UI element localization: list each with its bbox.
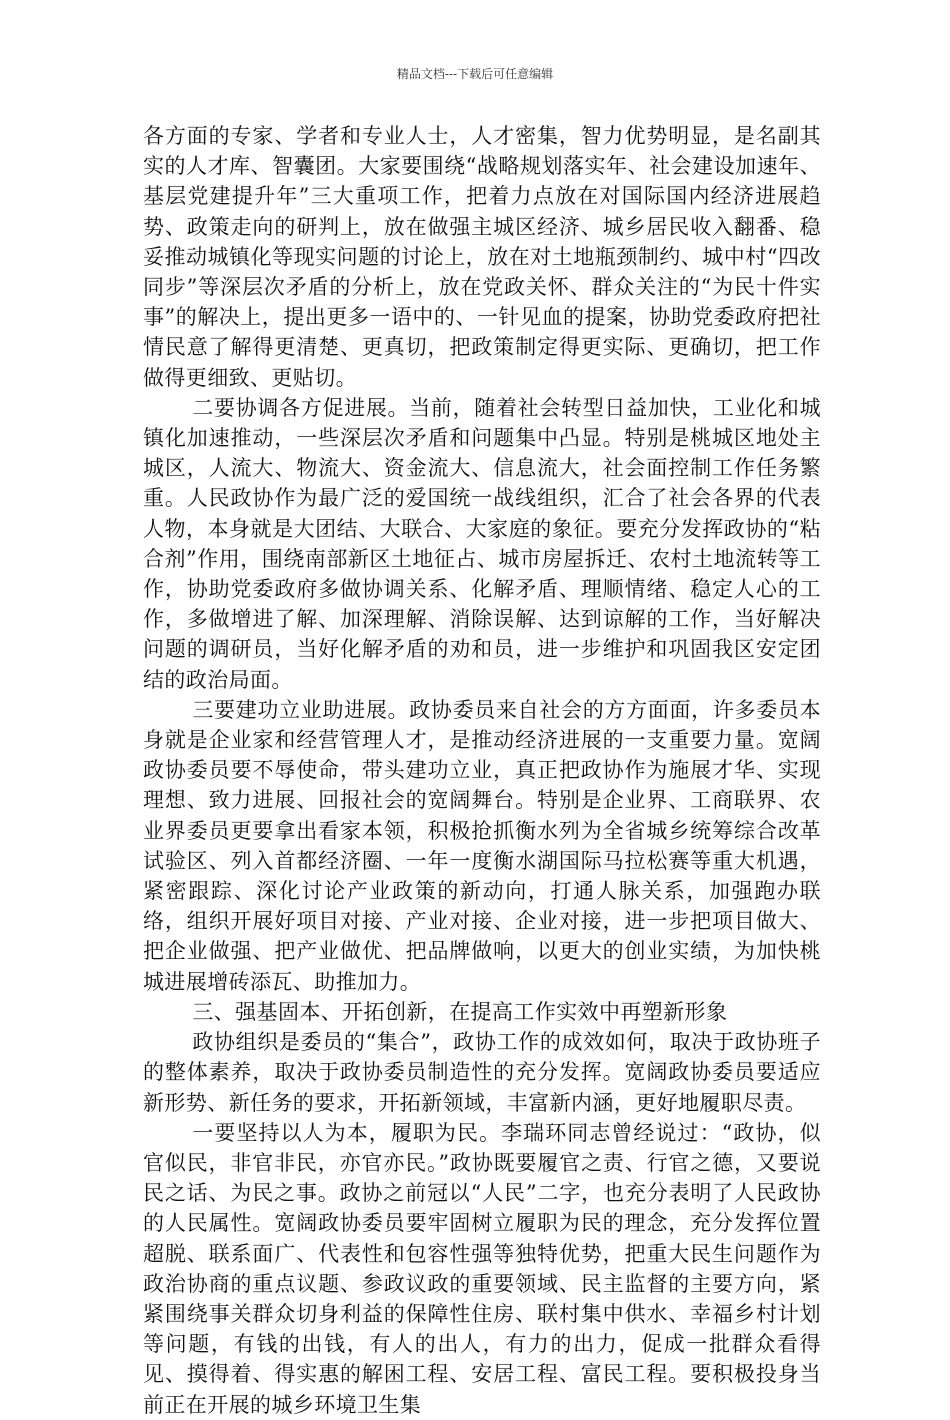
paragraph-continued: 各方面的专家、学者和专业人士，人才密集，智力优势明显，是名副其实的人才库、智囊团。大家要围绕“战略规划落实年、社会建设加速年、基层党建提升年”三大重项工作，把着力点放在对国际国内经济进展趋势、政策走向的研判上，放在做强主城区经济、城乡居民收入翻番、稳妥推动城镇化等现实问题的讨论上，放在对土地瓶颈制约、城中村“四改同步”等深层次矛盾的分析上，放在党政关怀、群众关注的“为民十件实事”的解决上，提出更多一语中的、一针见血的提案，协助党委政府把社情民意了解得更清楚、更真切，把政策制定得更实际、更确切，把工作做得更细致、更贴切。: [143, 124, 821, 390]
section-heading: 三、强基固本、开拓创新，在提高工作实效中再塑新形象: [192, 999, 728, 1024]
paragraph-section-intro: 政协组织是委员的“集合”，政协工作的成效如何，取决于政协班子的整体素养，取决于政协委员制造性的充分发挥。宽阔政协委员要适应新形势、新任务的要求，开拓新领域，丰富新内涵，更好地履职尽责。: [143, 1030, 821, 1115]
document-body: [143, 121, 821, 1420]
page-header: 精品文档---下载后可任意编辑: [396, 67, 554, 81]
paragraph-build-career: 三要建功立业助进展。政协委员来自社会的方方面面，许多委员本身就是企业家和经营管理人才，是推动经济进展的一支重要力量。宽阔政协委员要不辱使命，带头建功立业，真正把政协作为施展才华、实现理想、致力进展、回报社会的宽阔舞台。特别是企业界、工商联界、农业界委员更要拿出看家本领，积极抢抓衡水列为全省城乡统筹综合改革试验区、列入首都经济圈、一年一度衡水湖国际马拉松赛等重大机遇，紧密跟踪、深化讨论产业政策的新动向，打通人脉关系，加强跑办联络，组织开展好项目对接、产业对接、企业对接，进一步把项目做大、把企业做强、把产业做优、把品牌做响，以更大的创业实绩，为加快桃城进展增砖添瓦、助推加力。: [143, 697, 821, 994]
paragraph-people-oriented: 一要坚持以人为本，履职为民。李瑞环同志曾经说过：“政协，似官似民，非官非民，亦官亦民。”政协既要履官之责、行官之德，又要说民之话、为民之事。政协之前冠以“人民”二字，也充分表明了人民政协的人民属性。宽阔政协委员要牢固树立履职为民的理念，充分发挥位置超脱、联系面广、代表性和包容性强等独特优势，把重大民生问题作为政治协商的重点议题、参政议政的重要领域、民主监督的主要方向，紧紧围绕事关群众切身利益的保障性住房、联村集中供水、幸福乡村计划等问题，有钱的出钱，有人的出人，有力的出力，促成一批群众看得见、摸得着、得实惠的解困工程、安居工程、富民工程。要积极投身当前正在开展的城乡环境卫生集: [143, 1120, 821, 1417]
paragraph-coordinate: 二要协调各方促进展。当前，随着社会转型日益加快，工业化和城镇化加速推动，一些深层次矛盾和问题集中凸显。特别是桃城区地处主城区，人流大、物流大、资金流大、信息流大，社会面控制工作任务繁重。人民政协作为最广泛的爱国统一战线组织，汇合了社会各界的代表人物，本身就是大团结、大联合、大家庭的象征。要充分发挥政协的“粘合剂”作用，围绕南部新区土地征占、城市房屋拆迁、农村土地流转等工作，协助党委政府多做协调关系、化解矛盾、理顺情绪、稳定人心的工作，多做增进了解、加深理解、消除误解、达到谅解的工作，当好解决问题的调研员，当好化解矛盾的劝和员，进一步维护和巩固我区安定团结的政治局面。: [143, 395, 821, 692]
